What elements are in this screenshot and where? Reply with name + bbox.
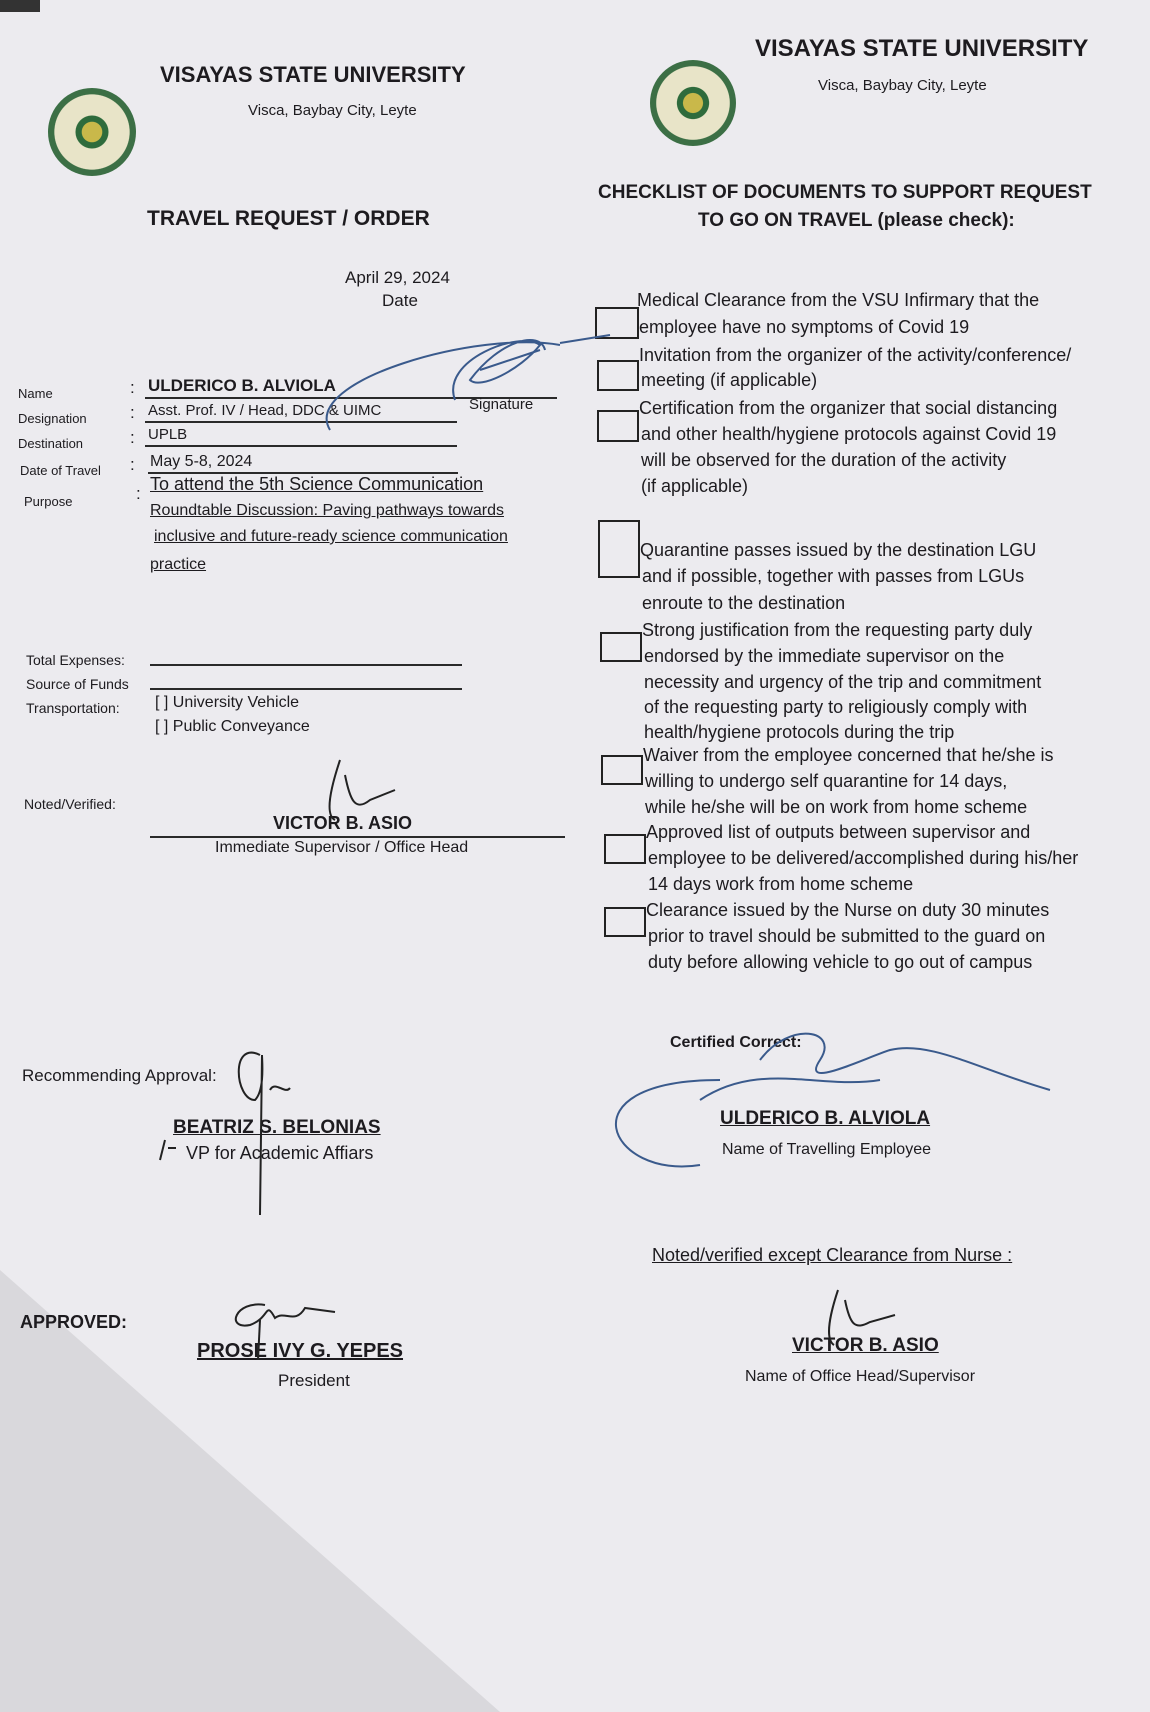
checklist-item-text: duty before allowing vehicle to go out of campus — [648, 952, 1033, 972]
checklist-checkbox[interactable] — [597, 410, 639, 442]
name-value: ULDERICO B. ALVIOLA — [148, 376, 336, 395]
checklist-title-line1: CHECKLIST OF DOCUMENTS TO SUPPORT REQUEST — [598, 182, 1092, 203]
destination-label: Destination — [18, 436, 84, 451]
checklist-item-text: Approved list of outputs between supervisor and — [646, 822, 1031, 842]
destination-value: UPLB — [148, 426, 188, 443]
noted-signatory-name: VICTOR B. ASIO — [273, 813, 413, 833]
checklist-item-text: enroute to the destination — [642, 593, 846, 613]
certified-signatory-name: ULDERICO B. ALVIOLA — [720, 1108, 931, 1129]
checklist-checkbox[interactable] — [595, 307, 639, 339]
checklist-checkbox[interactable] — [597, 360, 639, 391]
checklist-checkbox[interactable] — [604, 834, 646, 864]
certified-correct-label: Certified Correct: — [670, 1034, 802, 1051]
checklist-item-text: Certification from the organizer that social distancing — [639, 398, 1058, 418]
recommending-signatory-name: BEATRIZ S. BELONIAS — [173, 1117, 381, 1138]
approved-signatory-name: PROSE IVY G. YEPES — [197, 1340, 404, 1362]
purpose-line: To attend the 5th Science Communication — [150, 474, 484, 494]
date-of-travel-label: Date of Travel — [20, 463, 101, 478]
transport-option-public-conveyance: [ ] Public Conveyance — [155, 718, 310, 735]
designation-label: Designation — [18, 411, 87, 426]
colon: : — [130, 455, 135, 474]
noted-except-nurse-label: Noted/verified except Clearance from Nurse : — [652, 1245, 1013, 1265]
checklist-item-text: will be observed for the duration of the activity — [641, 450, 1007, 470]
university-address-right: Visca, Baybay City, Leyte — [818, 77, 987, 94]
certified-signatory-title: Name of Travelling Employee — [722, 1141, 931, 1158]
source-of-funds-field — [150, 688, 462, 690]
purpose-line: Roundtable Discussion: Paving pathways towards — [150, 502, 504, 519]
transportation-label: Transportation: — [26, 700, 120, 716]
date-label: Date — [382, 291, 418, 310]
recommending-signatory-title: VP for Academic Affiars — [186, 1143, 374, 1163]
checklist-item-text: employee to be delivered/accomplished during his/her — [648, 848, 1079, 868]
approved-label: APPROVED: — [20, 1312, 128, 1332]
university-seal-logo-right — [650, 60, 736, 146]
checklist-item-text: endorsed by the immediate supervisor on the — [644, 646, 1005, 666]
form-title: TRAVEL REQUEST / ORDER — [147, 207, 430, 230]
noted-signatory-title: Immediate Supervisor / Office Head — [215, 839, 469, 856]
noted-signature-line — [150, 836, 565, 838]
checklist-checkbox[interactable] — [598, 520, 640, 578]
total-expenses-field — [150, 664, 462, 666]
destination-underline — [145, 445, 457, 447]
checklist-item-text: Quarantine passes issued by the destination LGU — [640, 540, 1037, 560]
purpose-line: inclusive and future-ready science communication — [154, 528, 508, 545]
checklist-item-text: while he/she will be on work from home scheme — [645, 797, 1028, 817]
checklist-item-text: prior to travel should be submitted to the guard on — [648, 926, 1046, 946]
checklist-item-text: meeting (if applicable) — [641, 370, 818, 390]
purpose-label: Purpose — [24, 494, 73, 509]
checklist-item-text: Clearance issued by the Nurse on duty 30 minutes — [646, 900, 1050, 920]
checklist-item-text: Invitation from the organizer of the activity/conference/ — [639, 345, 1072, 365]
checklist-item-text: employee have no symptoms of Covid 19 — [639, 317, 970, 337]
date-of-travel-value: May 5-8, 2024 — [150, 453, 253, 470]
approved-signatory-title: President — [278, 1371, 350, 1390]
transport-option-university-vehicle: [ ] University Vehicle — [155, 694, 300, 711]
colon: : — [130, 403, 135, 422]
purpose-line: practice — [150, 556, 207, 573]
date-value: April 29, 2024 — [345, 268, 450, 287]
checklist-item-text: of the requesting party to religiously comply with — [644, 697, 1028, 717]
recommending-approval-label: Recommending Approval: — [22, 1066, 217, 1085]
designation-value: Asst. Prof. IV / Head, DDC & UIMC — [148, 402, 382, 419]
total-expenses-label: Total Expenses: — [26, 652, 125, 668]
checklist-item-text: 14 days work from home scheme — [648, 874, 914, 894]
checklist-item-text: (if applicable) — [641, 476, 749, 496]
checklist-item-text: willing to undergo self quarantine for 14 days, — [645, 771, 1008, 791]
checklist-checkbox[interactable] — [600, 632, 642, 662]
noted-verified-label: Noted/Verified: — [24, 796, 116, 812]
checklist-item-text: health/hygiene protocols during the trip — [644, 722, 955, 742]
colon: : — [130, 428, 135, 447]
colon: : — [130, 378, 135, 397]
checklist-item-text: Strong justification from the requesting party duly — [642, 620, 1033, 640]
university-name-left: VISAYAS STATE UNIVERSITY — [160, 62, 466, 87]
checklist-checkbox[interactable] — [604, 907, 646, 937]
university-seal-logo-left — [48, 88, 136, 176]
checklist-item-text: Medical Clearance from the VSU Infirmary that the — [637, 290, 1040, 310]
checklist-checkbox[interactable] — [601, 755, 643, 785]
colon: : — [136, 484, 141, 503]
designation-underline — [145, 421, 457, 423]
checklist-item-text: necessity and urgency of the trip and commitment — [644, 672, 1042, 692]
checklist-item-text: Waiver from the employee concerned that he/she is — [643, 745, 1054, 765]
signature-label: Signature — [469, 396, 534, 413]
office-head-title: Name of Office Head/Supervisor — [745, 1368, 976, 1385]
name-label: Name — [18, 386, 53, 401]
office-head-name: VICTOR B. ASIO — [792, 1335, 939, 1356]
source-of-funds-label: Source of Funds — [26, 676, 129, 692]
university-name-right: VISAYAS STATE UNIVERSITY — [755, 35, 1089, 62]
checklist-item-text: and other health/hygiene protocols against Covid 19 — [641, 424, 1057, 444]
checklist-item-text: and if possible, together with passes from LGUs — [642, 566, 1025, 586]
checklist-title-line2: TO GO ON TRAVEL (please check): — [698, 210, 1015, 231]
university-address-left: Visca, Baybay City, Leyte — [248, 102, 417, 119]
